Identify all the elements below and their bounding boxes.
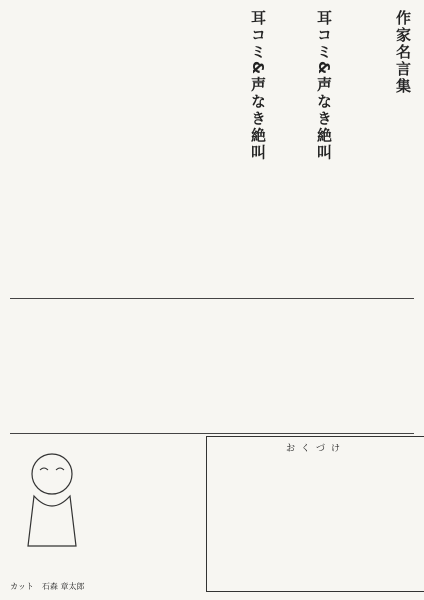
text-column [367,6,376,296]
middle-columns [10,300,414,430]
text-column [341,6,350,296]
text-column [405,300,414,430]
cartoon-caption: カット 石森 章太郎 [10,582,85,591]
section-letters-1 [275,6,335,296]
text-column [275,6,284,296]
text-column [360,300,369,430]
cartoon-drawing [10,436,94,566]
text-column [375,300,384,430]
text-column [380,6,389,296]
cartoon-illustration [10,436,94,566]
upper-columns [10,6,414,296]
text-column [222,6,231,296]
text-column [330,300,339,430]
text-column [345,300,354,430]
section-quotes [341,6,414,296]
text-column [288,6,297,296]
colophon-box [206,436,424,592]
section-heading: 作家名言集 [394,10,412,95]
colophon-title: おくづけ [285,444,346,454]
staff-listing [100,436,200,590]
text-column [390,300,399,430]
text-column [301,6,310,296]
bottom-area [10,436,414,592]
section-letters-2 [222,6,269,296]
section-heading: 耳コミ&声なき絶叫 [249,10,267,162]
divider [10,433,414,434]
text-column [354,6,363,296]
section-heading: 耳コミ&声なき絶叫 [315,10,333,162]
text-column [235,6,244,296]
divider [10,298,414,299]
